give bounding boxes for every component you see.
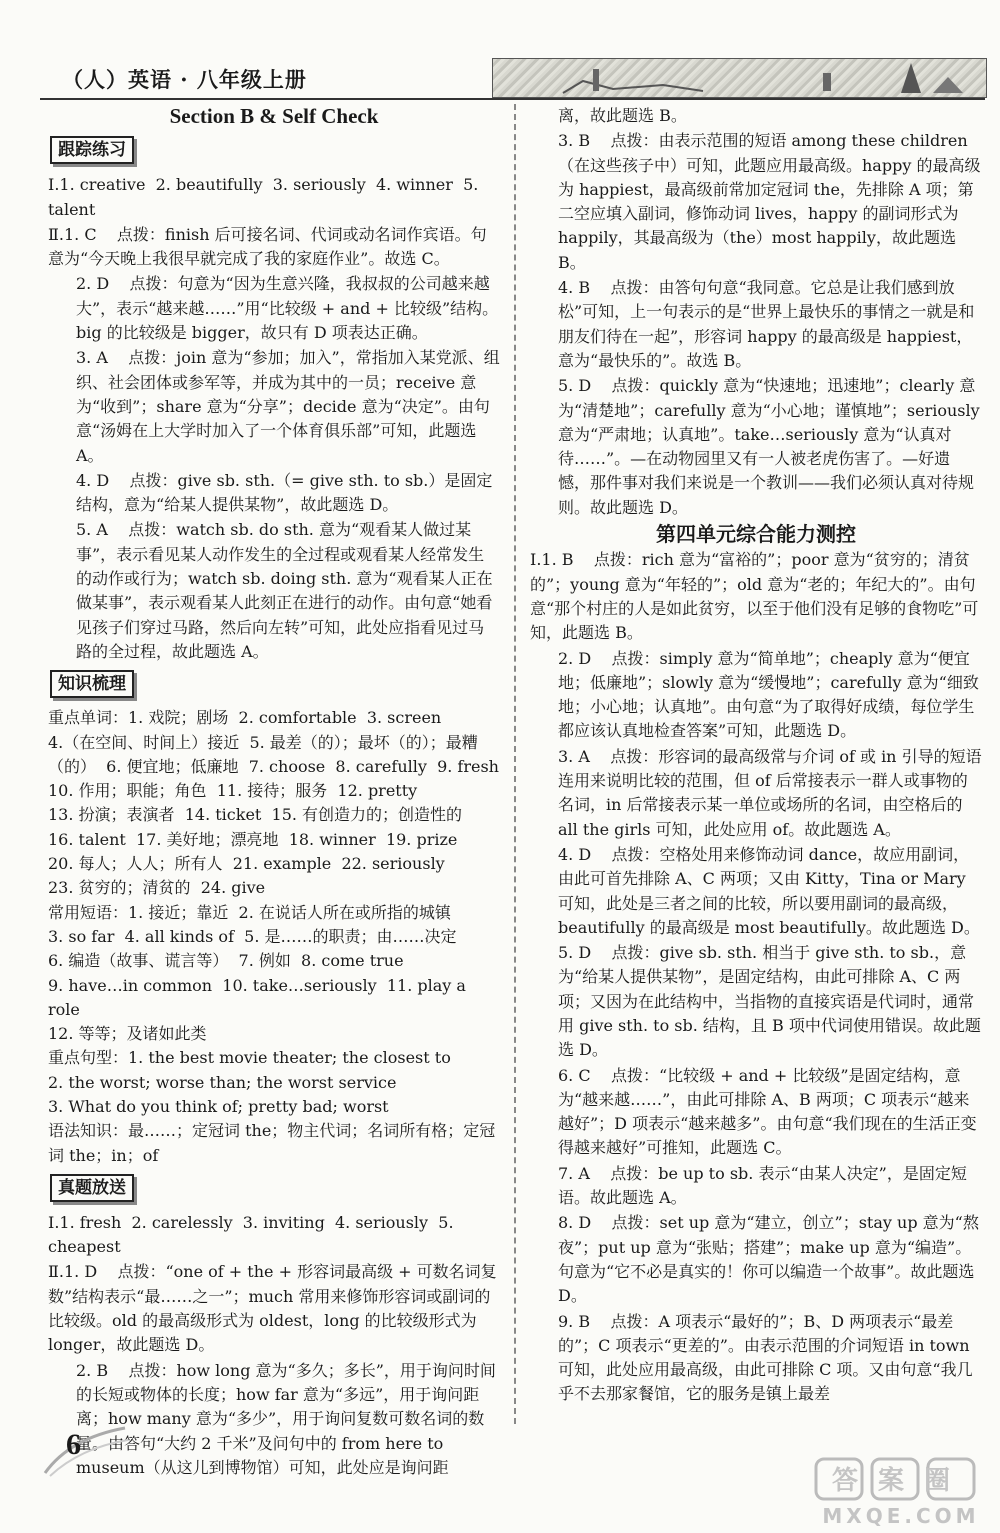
practice-line: 3. A 点拨：join 意为“参加；加入”，常指加入某党派、组织、社会团体或参军等，并成为其中的一员；receive 意为“收到”；share 意为“分享”；decide 意为“决定”。由句意“汤姆在上大学时加入了一个体育俱乐部”可知，此题选 A。 — [76, 348, 500, 465]
right-column — [530, 104, 985, 1407]
knowledge-line: 2. the worst; worse than; the worst service — [48, 1072, 397, 1092]
page-header — [40, 58, 985, 104]
test-line: 8. D 点拨：set up 意为“建立，创立”；stay up 意为“熬夜”；put up 意为“张贴；搭建”；make up 意为“编造”。句意为“它不必是真实的！你可以编造一个故事”。故此题选 D。 — [558, 1213, 980, 1306]
test-line: 3. A 点拨：形容词的最高级常与介词 of 或 in 引导的短语连用来说明比较的范围，但 of 后常接表示一群人或事物的名词，in 后常接表示某一单位或场所的名词，由空格后的 all the girls 可知，此处应用 of。故此题选 A。 — [558, 746, 982, 839]
knowledge-line: 9. have…in common 10. take…seriously 11. play a role — [48, 975, 472, 1019]
knowledge-line: 6. 编造（故事、谎言等） 7. 例如 8. come true — [48, 951, 404, 971]
exam-line: Ⅰ.1. fresh 2. carelessly 3. inviting 4. seriously 5. cheapest — [48, 1212, 459, 1257]
test-line: 9. B 点拨：A 项表示“最好的”；B、D 两项表示“最差的”；C 项表示“更差的”。由表示范围的介词短语 in town 可知，此处应用最高级，由此可排除 C 项。又由句意“我几乎不去那家餐馆，它的服务是镇上最差 — [558, 1311, 975, 1404]
knowledge-line: 重点句型：1. the best movie theater; the closest to — [48, 1048, 451, 1068]
practice-list — [48, 173, 500, 664]
knowledge-line: 23. 贫穷的；清贫的 24. give — [48, 878, 266, 898]
answer-line: 4. B 点拨：由答句句意“我同意。它总是让我们感到放松”可知，上一句表示的是“世界上最快乐的事情之一就是和朋友们待在一起”，形容词 happy 的最高级是 happiest，意为“最快乐的”。故选 B。 — [558, 278, 975, 370]
left-column — [48, 104, 500, 1480]
tag-knowledge: 知识梳理 — [50, 670, 134, 698]
column-divider — [514, 104, 516, 1424]
knowledge-line: 4.（在空间、时间上）接近 5. 最差（的）；最坏（的）；最糟（的） 6. 便宜地；低廉地 7. choose 8. carefully 9. fresh — [48, 732, 499, 776]
knowledge-line: 12. 等等；及诸如此类 — [48, 1024, 207, 1044]
knowledge-line: 10. 作用；职能；角色 11. 接待；服务 12. pretty — [48, 781, 418, 801]
tag-practice: 跟踪练习 — [50, 136, 134, 164]
knowledge-line: 20. 每人；人人；所有人 21. example 22. seriously — [48, 854, 445, 874]
knowledge-line: 3. so far 4. all kinds of 5. 是……的职责；由……决定 — [48, 926, 457, 946]
test-line: 7. A 点拨：be up to sb. 表示“由某人决定”，是固定短语。故此题选 A。 — [558, 1163, 967, 1208]
exam-line: 2. B 点拨：how long 意为“多久；多长”，用于询问时间的长短或物体的长度；how far 意为“多远”，用于询问距离；how many 意为“多少”，用于询问复数可数名词的数量。由答句“大约 2 千米”及问句中的 from here to museum（从这儿到博物馆）可知，此处应是询问距 — [76, 1360, 496, 1477]
practice-line: Ⅰ.1. creative 2. beautifully 3. seriously 4. winner 5. talent — [48, 175, 484, 219]
test-line: Ⅰ.1. B 点拨：rich 意为“富裕的”；poor 意为“贫穷的；清贫的”；young 意为“年轻的”；old 意为“老的；年纪大的”。由句意“那个村庄的人是如此贫穷，以至于他们没有足够的食物吃”可知，此题选 B。 — [530, 550, 979, 643]
page-number: 6 — [66, 1428, 81, 1461]
answer-line: 3. B 点拨：由表示范围的短语 among these children（在这些孩子中）可知，此题应用最高级。happy 的最高级为 happiest，最高级前常加定冠词 the，先排除 A 项；第二空应填入副词，修饰动词 lives，happy 的副词形式为 happily，其最高级为（the）most happily，故此题选 B。 — [558, 131, 981, 272]
knowledge-line: 重点单词：1. 戏院；剧场 2. comfortable 3. screen — [48, 708, 442, 728]
test-line: 4. D 点拨：空格处用来修饰动词 dance，故应用副词，由此可首先排除 A、C 两项；又由 Kitty，Tina or Mary 可知，此处是三者之间的比较，所以要用副词的最高级，beautifully 的最高级是 most beautifully。故此题选 D。 — [558, 844, 980, 937]
practice-line: 4. D 点拨：give sb. sth.（= give sth. to sb.）是固定结构，意为“给某人提供某物”，故此题选 D。 — [76, 470, 493, 515]
continued-line: 离，故此题选 B。 — [558, 106, 687, 125]
svg-text:MXQE.COM: MXQE.COM — [822, 1504, 980, 1528]
city-skyline-icon — [493, 59, 986, 97]
answer-line: 5. D 点拨：quickly 意为“快速地；迅速地”；clearly 意为“清楚地”；carefully 意为“小心地；谨慎地”；seriously 意为“严肃地；认真地”。take…seriously 意为“认真对待……”。—在动物园里又有一人被老虎伤害了。—好遗憾，那件事对我们来说是一个教训——我们必须认真对待规则。故此题选 D。 — [558, 376, 985, 517]
site-watermark-logo — [806, 1453, 996, 1529]
practice-line: 5. A 点拨：watch sb. do sth. 意为“观看某人做过某事”，表示看见某人动作发生的全过程或观看某人经常发生的动作或行为；watch sb. doing sth. 意为“观看某人正在做某事”，表示观看某人此刻正在进行的动作。由句意“她看见孩子们穿过马路，然后向左转”可知，此处应指看见过马路的全过程，故此题选 A。 — [76, 520, 493, 661]
knowledge-line: 13. 扮演；表演者 14. ticket 15. 有创造力的；创造性的 — [48, 805, 463, 825]
knowledge-line: 3. What do you think of; pretty bad; worst — [48, 1096, 389, 1116]
test-line: 6. C 点拨：“比较级 + and + 比较级”是固定结构，意为“越来越……”，由此可排除 A、B 两项；C 项表示“越来越好”；D 项表示“越来越多”。由句意“我们现在的生活正变得越来越好”可推知，此题选 C。 — [558, 1065, 977, 1158]
exam-line: Ⅱ.1. D 点拨：“one of + the + 形容词最高级 + 可数名词复数”结构表示“最……之一”；much 常用来修饰形容词或副词的比较级。old 的最高级形式为 oldest，long 的比较级形式为 longer，故此题选 D。 — [48, 1262, 497, 1355]
header-rule — [40, 98, 985, 100]
practice-line: 2. D 点拨：句意为“因为生意兴隆，我叔叔的公司越来越大”，表示“越来越……”用“比较级 + and + 比较级”结构。big 的比较级是 bigger，故只有 D 项表达正确。 — [76, 274, 499, 343]
unit-test-list — [530, 548, 982, 1406]
book-title: （人）英语 · 八年级上册 — [62, 67, 307, 92]
test-line: 2. D 点拨：simply 意为“简单地”；cheaply 意为“便宜地；低廉地”；slowly 意为“缓慢地”；carefully 意为“细致地；小心地；认真地”。由句意“为了取得好成绩，每位学生都应该认真地检查答案”可知，此题选 D。 — [558, 648, 979, 741]
practice-line: Ⅱ.1. C 点拨：finish 后可接名词、代词或动名词作宾语。句意为“今天晚上我很早就完成了我的家庭作业”。故选 C。 — [48, 224, 487, 269]
test-line: 5. D 点拨：give sb. sth. 相当于 give sth. to sb.，意为“给某人提供某物”，是固定结构，由此可排除 A、C 两项；又因为在此结构中，当指物的直接宾语是代词时，通常用 give sth. to sb. 结构，且 B 项中代词使用错误。故此题选 D。 — [558, 943, 981, 1060]
knowledge-line: 常用短语：1. 接近；靠近 2. 在说话人所在或所指的城镇 — [48, 902, 451, 922]
unit-test-title: 第四单元综合能力测控 — [656, 522, 856, 547]
knowledge-line: 语法知识：最……；定冠词 the；物主代词；名词所有格；定冠词 the；in；of — [48, 1121, 496, 1165]
knowledge-line: 16. talent 17. 美好地；漂亮地 18. winner 19. prize — [48, 829, 458, 849]
tag-exam: 真题放送 — [50, 1174, 134, 1202]
svg-text:答案圈: 答案圈 — [831, 1466, 971, 1496]
knowledge-list — [48, 706, 500, 1168]
footer-swoosh-icon — [40, 1418, 130, 1478]
section-title: Section B & Self Check — [169, 104, 379, 128]
header-banner-image — [492, 58, 987, 98]
